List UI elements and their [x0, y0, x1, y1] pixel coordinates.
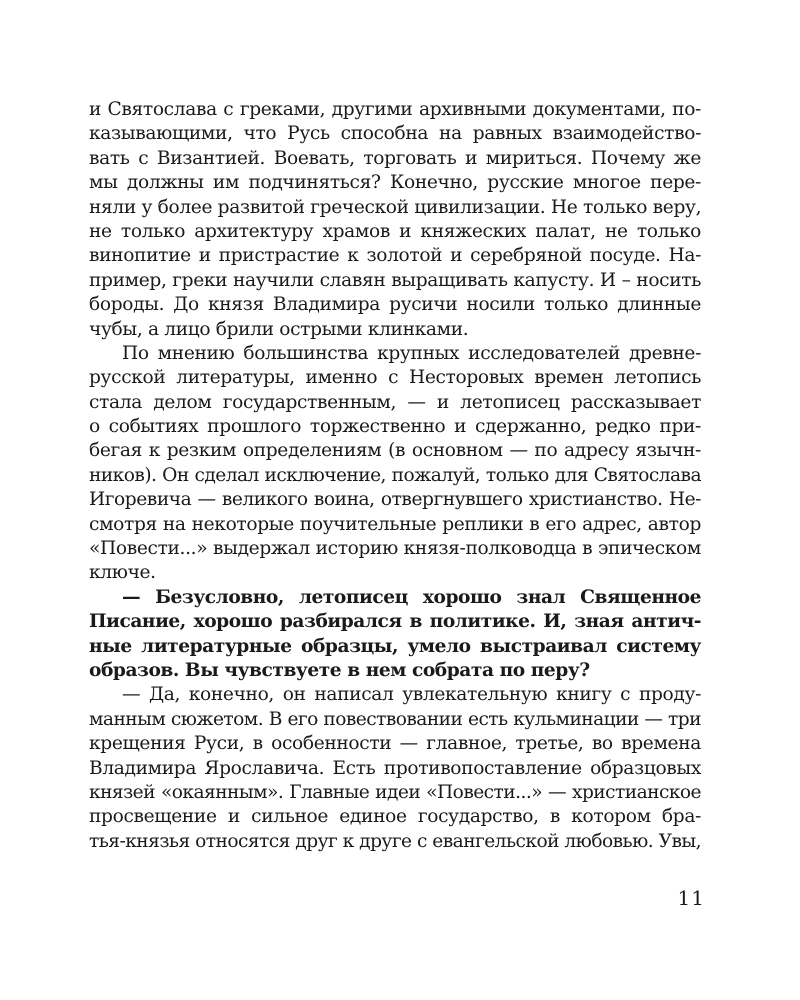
text-line: просвещение и сильное единое государство, в котором бра- [89, 806, 701, 828]
body-text [89, 98, 701, 854]
text-line: ключе. [89, 562, 156, 584]
text-line: стала делом государственным, — и летописец рассказывает [89, 391, 701, 413]
text-line: тья-князья относятся друг к друге с евангельской любовью. Увы, [89, 830, 701, 852]
text-line: смотря на некоторые поучительные реплики в его адрес, автор [89, 513, 701, 535]
text-line: бегая к резким определениям (в основном — по адресу язычн- [89, 440, 701, 462]
text-line: няли у более развитой греческой цивилизации. Не только веру, [89, 196, 702, 218]
text-line: русской литературы, именно с Несторовых времен летопись [89, 367, 701, 389]
interview-question-line: ные литературные образцы, умело выстраивал систему [89, 635, 701, 657]
text-line: чубы, а лицо брили острыми клинками. [89, 318, 469, 340]
text-line: казывающими, что Русь способна на равных взаимодейство- [89, 123, 701, 145]
text-line: мы должны им подчиняться? Конечно, русские многое пере- [89, 172, 701, 194]
interview-question-line: Писание, хорошо разбирался в политике. И, зная антич- [89, 611, 701, 633]
text-line: ников). Он сделал исключение, пожалуй, только для Святослава [89, 464, 701, 486]
text-line: винопитие и пристрастие к золотой и серебряной посуде. На- [89, 245, 701, 267]
text-line: князей «окаянным». Главные идеи «Повести...» — христианское [89, 781, 701, 803]
text-line: «Повести...» выдержал историю князя-полководца в эпическом [89, 538, 701, 560]
interview-question-line: образов. Вы чувствуете в нем собрата по перу? [89, 659, 590, 681]
text-line: манным сюжетом. В его повествовании есть кульминации — три [89, 708, 701, 730]
page-number: 11 [677, 886, 705, 910]
interview-question-line: — Безусловно, летописец хорошо знал Священное [122, 586, 701, 608]
text-line: вать с Византией. Воевать, торговать и мириться. Почему же [89, 147, 701, 169]
text-line: о событиях прошлого торжественно и сдержанно, редко при- [89, 416, 701, 438]
text-line: и Святослава с греками, другими архивными документами, по- [89, 99, 701, 120]
text-line: не только архитектуру храмов и княжеских палат, не только [89, 220, 701, 242]
text-line: бороды. До князя Владимира русичи носили только длинные [89, 294, 701, 316]
text-line: По мнению большинства крупных исследователей древне- [122, 342, 701, 364]
text-line: пример, греки научили славян выращивать капусту. И – носить [89, 269, 701, 291]
text-line: Владимира Ярославича. Есть противопоставление образцовых [89, 757, 701, 779]
text-line: — Да, конечно, он написал увлекательную книгу с проду- [122, 684, 701, 706]
text-line: крещения Руси, в особенности — главное, третье, во времена [89, 733, 701, 755]
text-line: Игоревича — великого воина, отвергнувшего христианство. Не- [89, 489, 701, 511]
